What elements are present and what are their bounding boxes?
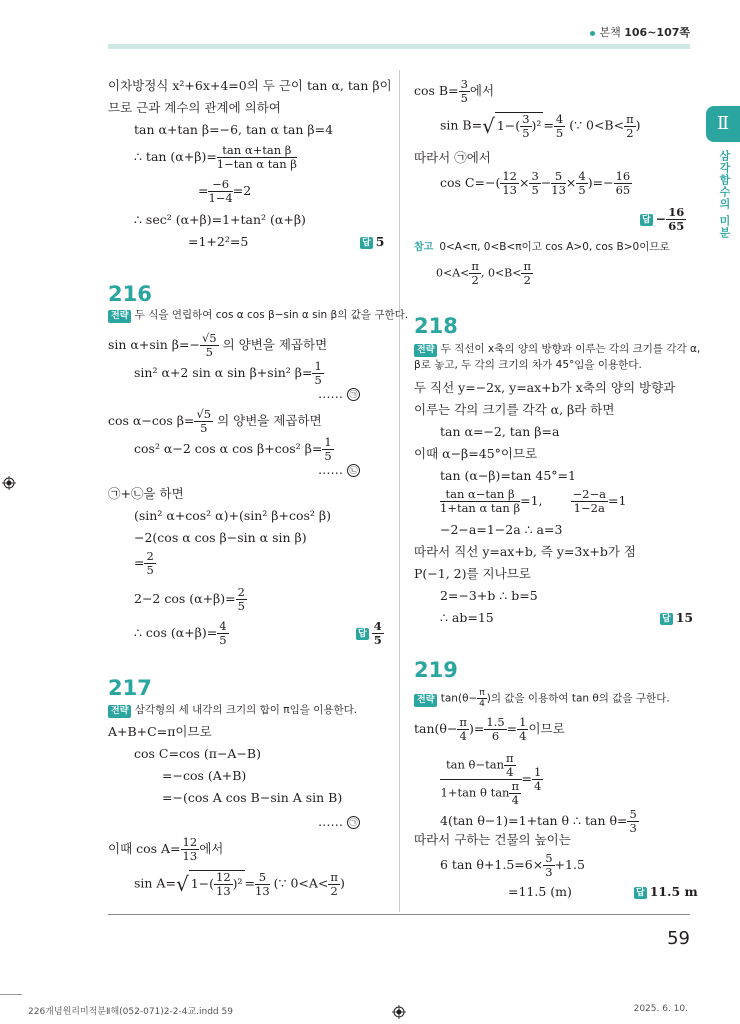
equals: =1 bbox=[607, 493, 627, 508]
numerator: 1 bbox=[534, 765, 542, 779]
equals: = bbox=[198, 183, 209, 198]
strategy-text: tan bbox=[440, 692, 458, 705]
chapter-name: 삼각함수의 미분 bbox=[718, 150, 731, 239]
numerator: 4 bbox=[219, 619, 227, 633]
fraction bbox=[214, 871, 233, 898]
text: 의 양변을 제곱하면 bbox=[222, 337, 328, 352]
p217-line-6: sin A=√ 1−( $\frac{12}{13}$ )² = $\frac{5}{13}$ (∵ 0<A< $\frac{\pi}{2}$ ) bbox=[134, 869, 345, 898]
denominator: 5 bbox=[522, 126, 530, 140]
numerator bbox=[440, 752, 522, 780]
text: 4(tan θ−1)=1+tan θ ∴ tan θ= bbox=[440, 813, 628, 828]
strategy-219: 전략 tan(θ− $\frac{\pi}{4}$ )의 값을 이용하여 tan θ의 값을 구한다. bbox=[414, 688, 670, 709]
column-divider bbox=[399, 70, 400, 912]
text: 의 양변을 제곱하면 bbox=[217, 413, 322, 428]
sqrt-icon: √ bbox=[175, 872, 189, 896]
numerator: π bbox=[505, 751, 514, 765]
text: +1.5 bbox=[554, 857, 585, 872]
operator: × bbox=[518, 175, 530, 190]
fraction bbox=[543, 852, 554, 879]
denominator: 1−4 bbox=[208, 191, 233, 205]
denominator: 13 bbox=[551, 183, 566, 197]
fraction bbox=[322, 436, 333, 463]
fraction bbox=[509, 780, 521, 807]
lhs: cos² α−2 cos α cos β+cos² β= bbox=[134, 441, 323, 456]
denominator: 13 bbox=[216, 884, 231, 898]
numerator: tan α−tan β bbox=[440, 488, 520, 502]
problem-number-218: 218 bbox=[414, 314, 458, 338]
strategy-text: 삼각형의 세 내각의 크기의 합이 π임을 이용한다. bbox=[134, 704, 358, 716]
denominator: 13 bbox=[502, 183, 517, 197]
numerator: 1.5 bbox=[486, 715, 505, 729]
numerator: −6 bbox=[208, 178, 232, 192]
p218-line-6 bbox=[440, 488, 626, 515]
p218-line-2: 이루는 각의 크기를 각각 α, β라 하면 bbox=[414, 402, 615, 417]
big-fraction bbox=[440, 752, 522, 807]
p216-line-4 bbox=[134, 436, 334, 463]
strategy-tag: 전략 bbox=[108, 705, 131, 718]
p218-line-11: ∴ ab=15 bbox=[440, 610, 494, 625]
fraction bbox=[554, 113, 565, 140]
denominator: 5 bbox=[373, 633, 382, 647]
answer-value: 5 bbox=[375, 234, 385, 249]
prev-line-2: 므로 근과 계수의 관계에 의하여 bbox=[108, 100, 281, 115]
numerator: −2−a bbox=[572, 487, 606, 501]
denominator: 4 bbox=[534, 779, 542, 793]
footer-file-name: 226개념원리미적분Ⅱ해(052-071)2-2-4교.indd 59 bbox=[28, 1007, 233, 1017]
fraction bbox=[614, 170, 633, 197]
p217-line-5 bbox=[108, 836, 223, 863]
prev-line-4-lhs: ∴ tan (α+β)= bbox=[134, 149, 217, 164]
numerator: 4 bbox=[373, 619, 382, 633]
denominator: 5 bbox=[237, 599, 245, 613]
ref-label: 본책 bbox=[599, 26, 621, 39]
fraction bbox=[469, 260, 481, 287]
equals: = bbox=[134, 555, 145, 570]
p216-line-2 bbox=[134, 360, 324, 387]
fraction bbox=[459, 78, 470, 105]
denominator: 5 bbox=[146, 563, 154, 577]
ellipsis: …… bbox=[318, 462, 343, 477]
answer-icon: 답 bbox=[362, 237, 371, 248]
registration-mark-icon bbox=[2, 476, 16, 490]
fraction bbox=[328, 871, 340, 898]
numerator-text: tan θ−tan bbox=[446, 757, 504, 772]
problem-number-217: 217 bbox=[108, 676, 152, 700]
p216-line-5: ㉠+㉡을 하면 bbox=[108, 486, 184, 501]
fraction bbox=[532, 766, 543, 793]
text: 이므로 bbox=[528, 721, 565, 736]
strategy-text: 두 직선이 x축의 양의 방향과 이루는 각의 크기를 각각 α, bbox=[440, 343, 701, 355]
condition: ∵ 0<B< bbox=[574, 117, 625, 133]
circled-label: ㉡ bbox=[347, 464, 360, 477]
answer-sign: − bbox=[655, 211, 667, 226]
numerator: 5 bbox=[629, 807, 637, 821]
fraction bbox=[208, 178, 232, 205]
fraction bbox=[571, 488, 608, 515]
p216-line-10 bbox=[134, 620, 229, 647]
fraction bbox=[504, 752, 516, 779]
note-217-line-2 bbox=[436, 260, 533, 287]
numerator: π bbox=[479, 688, 485, 698]
denominator: 13 bbox=[255, 883, 270, 898]
denominator bbox=[440, 780, 522, 807]
strategy-217 bbox=[108, 703, 357, 718]
numerator: 2 bbox=[146, 549, 154, 563]
denominator: 2 bbox=[471, 273, 479, 287]
prev-line-1: 이차방정식 x²+6x+4=0의 두 근이 tan α, tan β이 bbox=[108, 78, 392, 93]
denominator: 6 bbox=[491, 729, 500, 743]
numerator: 5 bbox=[255, 871, 270, 885]
denominator: 5 bbox=[578, 183, 586, 197]
denominator: 5 bbox=[219, 633, 227, 647]
denominator: 5 bbox=[324, 449, 332, 463]
denominator: 5 bbox=[314, 373, 322, 387]
fraction bbox=[144, 550, 155, 577]
equals: = bbox=[521, 771, 533, 786]
lhs: ∴ cos (α+β)= bbox=[134, 625, 218, 640]
p218-line-8: 따라서 직선 y=ax+b, 즉 y=3x+b가 점 bbox=[414, 544, 636, 559]
fraction bbox=[551, 170, 566, 197]
p218-line-5: tan (α−β)=tan 45°=1 bbox=[440, 468, 576, 483]
fraction bbox=[181, 836, 200, 863]
lhs: cos B= bbox=[414, 83, 459, 98]
answer-icon: 답 bbox=[636, 887, 645, 898]
r217-line-4: cos C=−( $\frac{12}{13}$ × $\frac{3}{5}$ − $\frac{5}{13}$ × $\frac{4}{5}$ )=− $\frac{16}{65}$ bbox=[440, 169, 631, 197]
reference-pages bbox=[590, 24, 690, 40]
denominator: 4 bbox=[479, 699, 485, 709]
ref-pages: 106~107쪽 bbox=[624, 26, 690, 39]
denominator: 1−tan α tan β bbox=[216, 157, 297, 171]
denominator: 5 bbox=[531, 183, 539, 197]
answer-icon: 답 bbox=[662, 613, 671, 624]
denominator: 4 bbox=[459, 729, 467, 743]
fraction bbox=[500, 170, 519, 197]
lhs: cos C=− bbox=[440, 175, 496, 190]
fraction bbox=[624, 113, 636, 140]
answer-icon: 답 bbox=[358, 628, 367, 639]
numerator: 3 bbox=[522, 112, 530, 126]
prev-line-3: tan α+tan β=−6, tan α tan β=4 bbox=[134, 122, 334, 137]
p217-mark-1 bbox=[318, 814, 360, 830]
condition: ∵ 0<A< bbox=[278, 875, 329, 891]
denominator: 2 bbox=[626, 125, 634, 140]
p216-mark-2 bbox=[318, 462, 360, 478]
numerator: 16 bbox=[615, 169, 631, 183]
denominator: 5 bbox=[460, 91, 468, 105]
sqrt-icon: √ bbox=[482, 114, 495, 138]
denominator: 1−2a bbox=[573, 501, 605, 515]
fraction bbox=[521, 260, 533, 287]
numerator: √5 bbox=[196, 407, 212, 421]
footer-date: 2025. 6. 10. bbox=[633, 1004, 688, 1014]
p216-line-9 bbox=[134, 586, 247, 613]
fraction bbox=[457, 716, 469, 743]
prev-line-4 bbox=[134, 144, 297, 171]
denominator: 4 bbox=[511, 793, 519, 807]
fraction bbox=[217, 620, 228, 647]
footer-rule bbox=[108, 914, 690, 915]
crop-mark bbox=[0, 994, 22, 995]
p219-line-3 bbox=[440, 808, 639, 835]
answer-fraction bbox=[372, 620, 384, 647]
lhs: 이때 cos A= bbox=[108, 841, 181, 856]
denominator: 5 bbox=[200, 421, 208, 435]
p218-line-1: 두 직선 y=−2x, y=ax+b가 x축의 양의 방향과 bbox=[414, 380, 676, 395]
denominator: 2 bbox=[330, 883, 338, 898]
numerator: π bbox=[471, 259, 479, 273]
lhs: tan bbox=[414, 721, 435, 736]
text: 에서 bbox=[199, 841, 224, 856]
note-text: 0<A<π, 0<B<π이고 cos A>0, cos B>0이므로 bbox=[439, 241, 670, 253]
numerator: 5 bbox=[545, 851, 553, 865]
chapter-tab: Ⅱ bbox=[706, 106, 740, 142]
denominator: 13 bbox=[182, 849, 198, 863]
p218-line-10: 2=−3+b ∴ b=5 bbox=[440, 588, 538, 603]
radicand-lhs: 1− bbox=[190, 876, 210, 891]
condition: 0<A< bbox=[436, 266, 470, 280]
fraction bbox=[312, 360, 323, 387]
strategy-218 bbox=[414, 342, 700, 357]
fraction bbox=[440, 488, 520, 515]
page-number: 59 bbox=[667, 928, 690, 949]
r217-line-3: 따라서 ㉠에서 bbox=[414, 150, 491, 165]
answer-icon: 답 bbox=[642, 214, 651, 225]
strategy-tag: 전략 bbox=[414, 694, 437, 707]
numerator: 12 bbox=[216, 870, 231, 884]
answer-216 bbox=[356, 620, 384, 647]
strategy-text: θ− bbox=[462, 692, 478, 705]
prev-line-6: ∴ sec² (α+β)=1+tan² (α+β) bbox=[134, 212, 306, 227]
lhs: sin α+sin β=− bbox=[108, 337, 200, 352]
p219-line-6: =11.5 (m) bbox=[508, 884, 572, 899]
equals: =− bbox=[592, 175, 614, 190]
operator: × bbox=[565, 175, 577, 190]
p218-line-3: tan α=−2, tan β=a bbox=[440, 424, 560, 439]
denominator: 3 bbox=[629, 821, 637, 835]
numerator: 4 bbox=[578, 169, 586, 183]
fraction bbox=[627, 808, 638, 835]
answer-219 bbox=[634, 884, 698, 899]
r217-line-2: sin B=√ 1−( $\frac{3}{5}$ )² = $\frac{4}{5}$ (∵ 0<B< $\frac{\pi}{2}$ ) bbox=[440, 111, 641, 140]
strategy-218-line-2: β로 놓고, 두 각의 크기의 차가 45°임을 이용한다. bbox=[414, 359, 642, 371]
denominator: 5 bbox=[555, 125, 564, 140]
p216-mark-1 bbox=[318, 386, 360, 402]
equals: =1, bbox=[520, 493, 543, 508]
numerator: 12 bbox=[502, 169, 517, 183]
p219-line-5 bbox=[440, 852, 585, 879]
numerator: 16 bbox=[668, 205, 685, 219]
p219-line-2 bbox=[440, 752, 543, 807]
denominator: 2 bbox=[523, 273, 531, 287]
problem-number-219: 219 bbox=[414, 658, 458, 682]
p217-line-4: =−(cos A cos B−sin A sin B) bbox=[162, 790, 343, 805]
p219-line-4: 따라서 구하는 건물의 높이는 bbox=[414, 832, 571, 847]
fraction bbox=[255, 871, 270, 898]
p216-line-8 bbox=[134, 550, 156, 577]
answer-value: 11.5 m bbox=[649, 884, 698, 899]
fraction bbox=[529, 170, 540, 197]
p217-line-1: A+B+C=π이므로 bbox=[108, 724, 212, 739]
problem-number-216: 216 bbox=[108, 282, 152, 306]
note-tag: 참고 bbox=[414, 242, 434, 253]
answer-fraction bbox=[666, 206, 686, 233]
fraction bbox=[217, 144, 297, 171]
fraction bbox=[517, 716, 528, 743]
radicand: 1−( $\frac{3}{5}$ )² bbox=[496, 112, 542, 140]
ellipsis: …… bbox=[318, 814, 343, 829]
p216-line-7: −2(cos α cos β−sin α sin β) bbox=[134, 530, 307, 545]
fraction bbox=[520, 113, 531, 140]
fraction bbox=[484, 716, 506, 743]
numerator: 2 bbox=[237, 585, 245, 599]
p218-line-9: P(−1, 2)를 지나므로 bbox=[414, 566, 531, 581]
lhs: 6 tan θ+1.5=6× bbox=[440, 857, 544, 872]
numerator: 1 bbox=[519, 715, 527, 729]
strategy-text: 두 식을 연립하여 cos α cos β−sin α sin β의 값을 구한다. bbox=[134, 309, 409, 321]
p216-line-1 bbox=[108, 332, 327, 359]
ellipsis: …… bbox=[318, 386, 343, 401]
denominator: 65 bbox=[668, 219, 685, 233]
result: =2 bbox=[232, 183, 252, 198]
equals: = bbox=[506, 721, 518, 736]
answer-217 bbox=[640, 206, 686, 233]
numerator: π bbox=[523, 259, 532, 273]
denominator: 3 bbox=[545, 865, 553, 879]
condition: , 0<B< bbox=[480, 266, 522, 280]
numerator: 1 bbox=[314, 359, 322, 373]
numerator: 3 bbox=[531, 169, 539, 183]
denominator: 5 bbox=[205, 345, 213, 359]
numerator: 12 bbox=[182, 835, 198, 849]
radicand: 1−( $\frac{12}{13}$ )² bbox=[190, 870, 243, 898]
p216-line-6: (sin² α+cos² α)+(sin² β+cos² β) bbox=[134, 508, 332, 523]
strategy-text: 의 값을 이용하여 tan θ의 값을 구한다. bbox=[490, 692, 670, 705]
registration-mark-icon bbox=[392, 1005, 406, 1019]
lhs: sin A= bbox=[134, 875, 176, 891]
p217-line-3: =−cos (A+B) bbox=[162, 768, 247, 783]
numerator: π bbox=[459, 715, 467, 729]
prev-line-7: =1+2²=5 bbox=[188, 234, 249, 249]
numerator: π bbox=[511, 779, 520, 793]
fraction bbox=[236, 586, 247, 613]
numerator: π bbox=[330, 869, 338, 884]
denominator: 1+tan α tan β bbox=[440, 501, 521, 515]
fraction bbox=[477, 688, 486, 709]
operator: − bbox=[540, 175, 552, 190]
circled-label: ㉠ bbox=[347, 816, 360, 829]
lhs: sin² α+2 sin α sin β+sin² β= bbox=[134, 365, 313, 380]
fraction bbox=[200, 332, 219, 359]
radicand-lhs: 1− bbox=[496, 118, 516, 133]
fraction bbox=[576, 170, 587, 197]
numerator: π bbox=[626, 111, 634, 126]
p219-line-1: tan(θ− $\frac{\pi}{4}$ )= $\frac{1.5}{6}$ = $\frac{1}{4}$ 이므로 bbox=[414, 715, 565, 743]
p216-line-3 bbox=[108, 408, 322, 435]
answer-prev bbox=[360, 234, 384, 249]
numerator: 4 bbox=[555, 111, 564, 126]
lhs: cos α−cos β= bbox=[108, 413, 195, 428]
answer-218 bbox=[660, 610, 693, 625]
header-bar bbox=[108, 44, 690, 49]
lhs: sin B= bbox=[440, 117, 483, 133]
lhs: θ− bbox=[439, 721, 458, 736]
answer-value: 15 bbox=[675, 610, 694, 625]
lhs: 2−2 cos (α+β)= bbox=[134, 591, 236, 606]
text: 에서 bbox=[469, 83, 495, 98]
denominator: 4 bbox=[519, 729, 527, 743]
equals: = bbox=[244, 875, 256, 891]
equals: = bbox=[543, 117, 554, 133]
note-217 bbox=[414, 240, 670, 255]
strategy-tag: 전략 bbox=[414, 344, 437, 357]
circled-label: ㉠ bbox=[347, 388, 360, 401]
p218-line-7: −2−a=1−2a ∴ a=3 bbox=[440, 522, 563, 537]
strategy-216 bbox=[108, 308, 408, 323]
denominator: 65 bbox=[615, 183, 631, 197]
numerator: 5 bbox=[551, 170, 566, 184]
prev-line-5 bbox=[198, 178, 251, 205]
numerator: 3 bbox=[460, 77, 468, 91]
numerator: √5 bbox=[201, 331, 217, 345]
numerator: tan α+tan β bbox=[217, 144, 297, 158]
equals: = bbox=[473, 721, 485, 736]
denominator: 4 bbox=[506, 765, 514, 779]
bullet-dot-icon bbox=[590, 31, 595, 36]
numerator: 1 bbox=[324, 435, 332, 449]
r217-line-1 bbox=[414, 78, 494, 105]
fraction bbox=[194, 408, 213, 435]
denominator-text: 1+tan θ tan bbox=[440, 785, 510, 800]
p217-line-2: cos C=cos (π−A−B) bbox=[134, 746, 261, 761]
p218-line-4: 이때 α−β=45°이므로 bbox=[414, 446, 538, 461]
strategy-tag: 전략 bbox=[108, 310, 131, 323]
